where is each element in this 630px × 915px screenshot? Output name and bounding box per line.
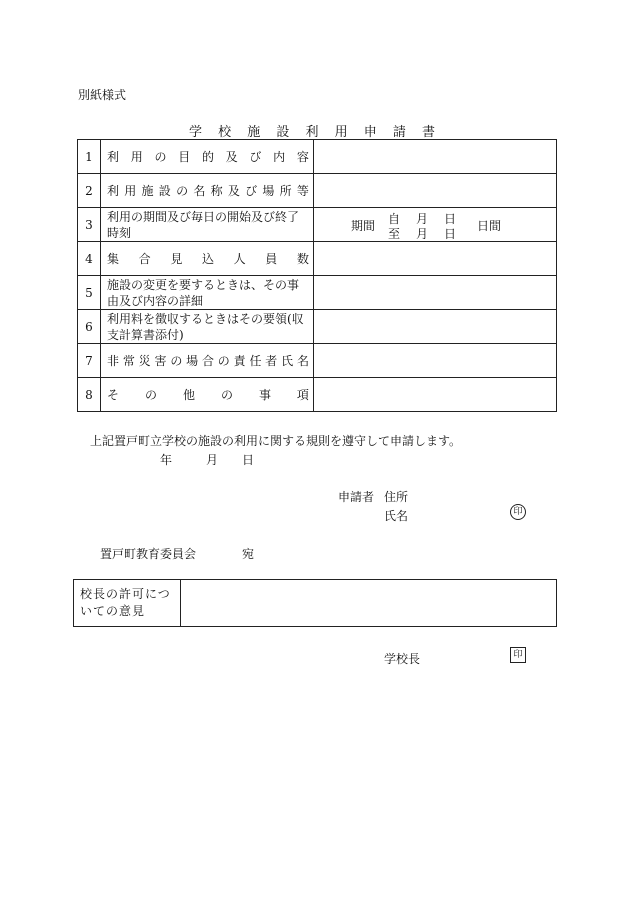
row-number: 1 [78, 140, 101, 174]
row-value-field[interactable] [314, 174, 557, 208]
row-number: 2 [78, 174, 101, 208]
row-value-field[interactable] [314, 242, 557, 276]
label-char: 内 [273, 149, 286, 164]
application-date [160, 451, 254, 468]
row-number: 7 [78, 344, 101, 378]
to-month: 月 [416, 227, 429, 241]
row-number: 5 [78, 276, 101, 310]
principal-opinion-table [73, 579, 557, 627]
label-char: び [245, 183, 258, 198]
label-char: 常 [122, 353, 135, 368]
label-char: 目 [178, 149, 191, 164]
period-days: 日間 [477, 219, 502, 233]
recipient: 置戸町教育委員会 [100, 547, 197, 561]
label-char: 集 [107, 251, 120, 266]
label-char: 災 [138, 353, 151, 368]
label-char: 任 [249, 353, 262, 368]
label-char: そ [107, 387, 120, 402]
row-label [101, 242, 314, 276]
seal-icon: 印 [510, 504, 526, 520]
period-label: 期間 [351, 219, 376, 233]
label-char: 設 [158, 183, 171, 198]
label-char: 氏 [281, 353, 294, 368]
row-number: 3 [78, 208, 101, 242]
label-char: 場 [186, 353, 199, 368]
label-char: 称 [210, 183, 223, 198]
row-number: 6 [78, 310, 101, 344]
label-char: 用 [124, 183, 137, 198]
from-month: 月 [416, 212, 429, 226]
from-marker: 自 [388, 212, 401, 226]
address-label: 住所 [384, 490, 409, 504]
row-value-field[interactable] [314, 344, 557, 378]
row-label: 施設の変更を要するときは、その事由及び内容の詳細 [101, 276, 314, 310]
label-char: の [144, 387, 157, 402]
label-char: 名 [193, 183, 206, 198]
label-char: 及 [225, 149, 238, 164]
label-char: 見 [170, 251, 183, 266]
label-char: び [249, 149, 262, 164]
opinion-label: 校長の許可についての意見 [74, 580, 181, 627]
row-label [101, 344, 314, 378]
label-char: の [154, 149, 167, 164]
label-char: 場 [262, 183, 275, 198]
label-char: の [176, 183, 189, 198]
label-char: 名 [296, 353, 309, 368]
row-value-field[interactable] [314, 276, 557, 310]
label-char: 合 [138, 251, 151, 266]
to-marker: 至 [388, 227, 401, 241]
label-char: 人 [233, 251, 246, 266]
label-char: 利 [107, 183, 120, 198]
label-char: 責 [233, 353, 246, 368]
table-row [78, 140, 557, 174]
label-char: 施 [141, 183, 154, 198]
table-row [78, 242, 557, 276]
label-char: 及 [227, 183, 240, 198]
label-char: 合 [201, 353, 214, 368]
label-char: 害 [154, 353, 167, 368]
row-number: 8 [78, 378, 101, 412]
application-table [77, 139, 557, 412]
principal-label: 学校長 [384, 652, 421, 666]
label-char: 容 [296, 149, 309, 164]
table-row [78, 208, 557, 242]
document-title: 学 校 施 設 利 用 申 請 書 [188, 125, 442, 140]
declaration-text: 上記置戸町立学校の施設の利用に関する規則を遵守して申請します。 [90, 434, 462, 448]
date-day: 日 [242, 453, 255, 467]
label-char: 項 [296, 387, 309, 402]
label-char: 員 [265, 251, 278, 266]
opinion-field[interactable] [181, 580, 557, 627]
label-char: 者 [265, 353, 278, 368]
table-row [78, 344, 557, 378]
seal-icon: 印 [510, 647, 526, 663]
row-label: 利用の期間及び毎日の開始及び終了時刻 [101, 208, 314, 242]
table-row [78, 310, 557, 344]
row-number: 4 [78, 242, 101, 276]
to-day: 日 [444, 227, 457, 241]
label-char: 用 [130, 149, 143, 164]
label-char: の [217, 353, 230, 368]
label-char: の [170, 353, 183, 368]
table-row [78, 378, 557, 412]
applicant-label: 申請者 [338, 490, 375, 504]
row-value-field[interactable] [314, 378, 557, 412]
label-char: 非 [107, 353, 120, 368]
row-label: 利用料を徴収するときはその要領(収支計算書添付) [101, 310, 314, 344]
row-label [101, 140, 314, 174]
row-label [101, 174, 314, 208]
period-field [314, 208, 556, 241]
row-value-field[interactable] [314, 208, 557, 242]
period-to [388, 225, 456, 242]
honorific: 宛 [242, 547, 255, 561]
row-label [101, 378, 314, 412]
label-char: 利 [107, 149, 120, 164]
table-row [78, 174, 557, 208]
table-row [78, 276, 557, 310]
label-char: 数 [296, 251, 309, 266]
label-char: 込 [201, 251, 214, 266]
from-day: 日 [444, 212, 457, 226]
label-char: の [220, 387, 233, 402]
date-month: 月 [206, 453, 219, 467]
row-value-field[interactable] [314, 310, 557, 344]
label-char: 的 [201, 149, 214, 164]
label-char: 等 [296, 183, 309, 198]
name-label: 氏名 [384, 509, 409, 523]
form-id: 別紙様式 [78, 88, 127, 102]
label-char: 事 [258, 387, 271, 402]
row-value-field[interactable] [314, 140, 557, 174]
label-char: 他 [182, 387, 195, 402]
label-char: 所 [279, 183, 292, 198]
date-year: 年 [160, 453, 173, 467]
